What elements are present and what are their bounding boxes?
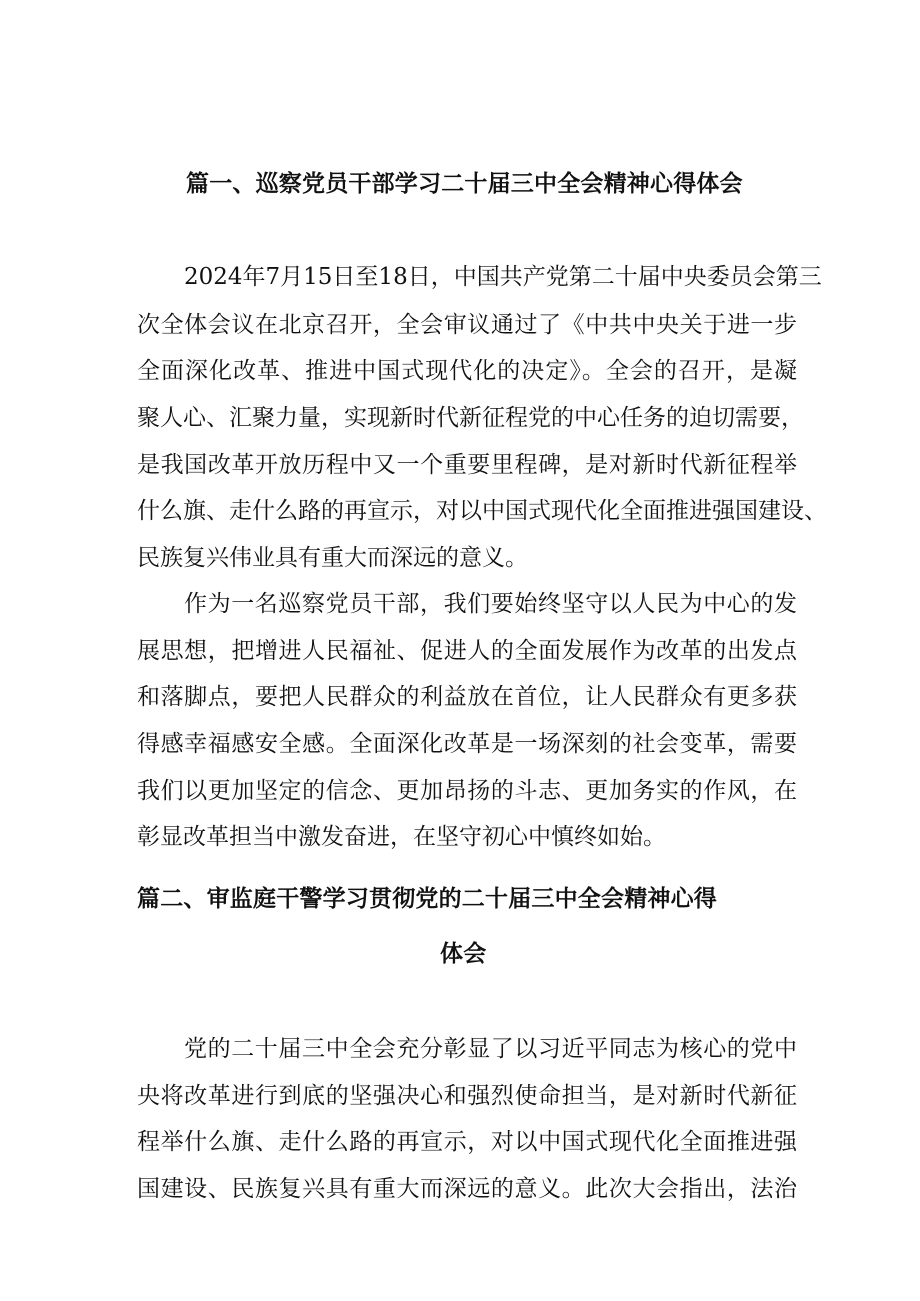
paragraph-line: 得感幸福感安全感。全面深化改革是一场深刻的社会变革，需要 xyxy=(137,731,797,757)
paragraph-line: 全面深化改革、推进中国式现代化的决定》。全会的召开，是凝 xyxy=(137,358,797,384)
paragraph-line: 展思想，把增进人民福祉、促进人的全面发展作为改革的出发点 xyxy=(137,638,797,664)
paragraph-line: 是我国改革开放历程中又一个重要里程碑，是对新时代新征程举 xyxy=(137,452,797,478)
paragraph-line: 程举什么旗、走什么路的再宣示，对以中国式现代化全面推进强 xyxy=(137,1129,797,1155)
paragraph-line: 央将改革进行到底的坚强决心和强烈使命担当，是对新时代新征 xyxy=(137,1083,797,1109)
section-2-title-line-1: 篇二、审监庭干警学习贯彻党的二十届三中全会精神心得 xyxy=(137,886,717,912)
paragraph-line: 国建设、民族复兴具有重大而深远的意义。此次大会指出，法治 xyxy=(137,1176,797,1202)
paragraph-line: 2024年7月15日至18日，中国共产党第二十届中央委员会第三 xyxy=(184,264,822,290)
section-1-title: 篇一、巡察党员干部学习二十届三中全会精神心得体会 xyxy=(186,171,743,197)
paragraph-line: 彰显改革担当中激发奋进，在坚守初心中慎终如始。 xyxy=(137,824,666,850)
paragraph-line: 党的二十届三中全会充分彰显了以习近平同志为核心的党中 xyxy=(184,1036,797,1062)
paragraph-line: 民族复兴伟业具有重大而深远的意义。 xyxy=(137,545,528,571)
paragraph-line: 什么旗、走什么路的再宣示，对以中国式现代化全面推进强国建设、 xyxy=(137,498,827,524)
paragraph-line: 作为一名巡察党员干部，我们要始终坚守以人民为中心的发 xyxy=(184,591,797,617)
paragraph-line: 次全体会议在北京召开，全会审议通过了《中共中央关于进一步 xyxy=(137,312,797,338)
paragraph-line: 和落脚点，要把人民群众的利益放在首位，让人民群众有更多获 xyxy=(137,684,797,710)
paragraph-line: 聚人心、汇聚力量，实现新时代新征程党的中心任务的迫切需要， xyxy=(137,405,804,431)
paragraph-line: 我们以更加坚定的信念、更加昂扬的斗志、更加务实的作风，在 xyxy=(137,778,797,804)
section-2-title-line-2: 体会 xyxy=(440,941,487,967)
